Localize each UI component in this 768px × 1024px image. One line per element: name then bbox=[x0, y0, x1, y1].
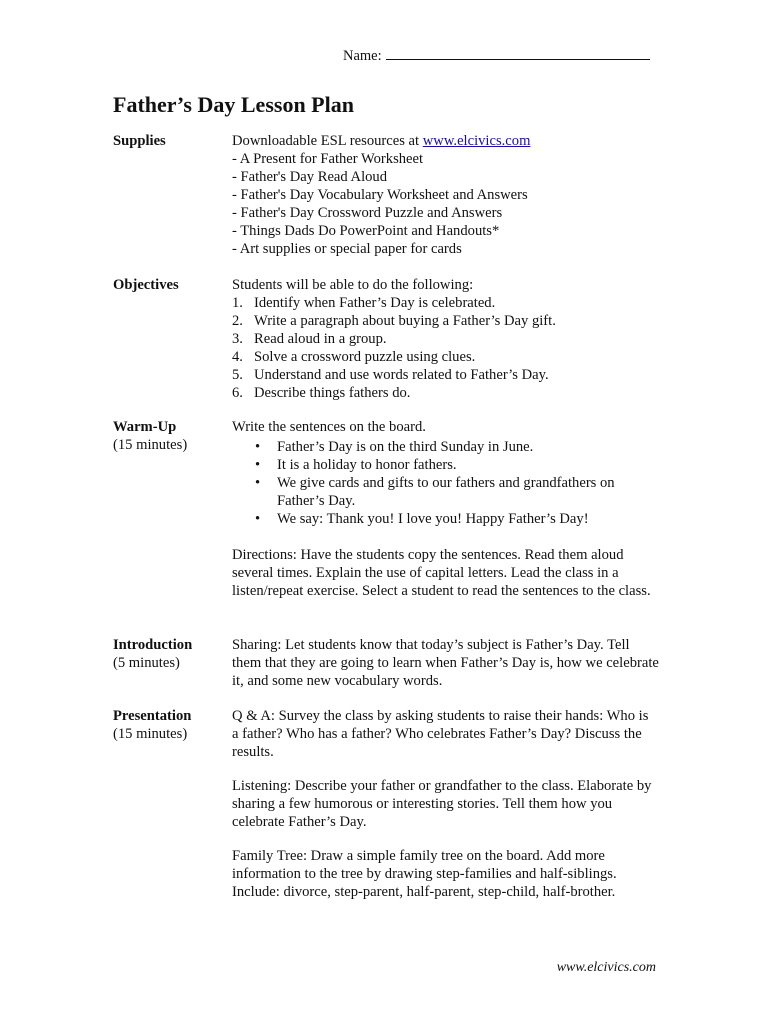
presentation-paragraph: Listening: Describe your father or grandfather to the class. Elaborate by sharing a few humorous or interesting stories. Tell them how you celebrate Father’s Day. bbox=[232, 778, 652, 830]
introduction-text: Sharing: Let students know that today’s subject is Father’s Day. Tell them that they are going to learn when Father’s Day is, how we celebrate it, and some new vocabulary words. bbox=[232, 637, 659, 689]
duration: (15 minutes) bbox=[113, 726, 188, 742]
list-item: 3. Read aloud in a group. bbox=[232, 331, 387, 347]
presentation-paragraph: Q & A: Survey the class by asking students to raise their hands: Who is a father? Who has a father? Who celebrates Father’s Day? Discuss the results. bbox=[232, 708, 649, 760]
section-label: Introduction (5 minutes) bbox=[113, 636, 228, 672]
list-item: - Father's Day Read Aloud bbox=[232, 169, 388, 185]
objectives-content bbox=[232, 276, 662, 402]
list-item: - Things Dads Do PowerPoint and Handouts* bbox=[232, 223, 500, 239]
section-label: Supplies bbox=[113, 133, 166, 149]
section-label: Objectives bbox=[113, 277, 179, 293]
objectives-intro: Students will be able to do the following: bbox=[232, 277, 474, 293]
list-item: - Art supplies or special paper for cards bbox=[232, 241, 462, 257]
name-blank-line[interactable] bbox=[386, 46, 650, 60]
list-item: 6. Describe things fathers do. bbox=[232, 385, 411, 401]
warmup-directions: Directions: Have the students copy the sentences. Read them aloud several times. Explain the use of capital letters. Lead the class in a listen/repeat exercise. Select a student to read the sentences to the class. bbox=[232, 547, 651, 599]
section-introduction bbox=[113, 636, 673, 696]
list-item: • Father’s Day is on the third Sunday in June. bbox=[255, 439, 534, 455]
page-title: Father’s Day Lesson Plan bbox=[113, 92, 354, 117]
introduction-content bbox=[232, 636, 662, 690]
footer-url: www.elcivics.com bbox=[556, 960, 656, 975]
list-item: - Father's Day Vocabulary Worksheet and Answers bbox=[232, 187, 528, 203]
warmup-content bbox=[232, 418, 662, 600]
bullet-icon: • bbox=[255, 457, 261, 473]
list-item: - A Present for Father Worksheet bbox=[232, 151, 424, 167]
supplies-content bbox=[232, 132, 662, 258]
section-label: Presentation (15 minutes) bbox=[113, 707, 228, 743]
presentation-content bbox=[232, 707, 662, 901]
supplies-intro: Downloadable ESL resources at bbox=[232, 133, 423, 149]
list-item: • We say: Thank you! I love you! Happy Father’s Day! bbox=[255, 511, 589, 527]
list-item: 4. Solve a crossword puzzle using clues. bbox=[232, 349, 476, 365]
list-item: 5. Understand and use words related to Father’s Day. bbox=[232, 367, 549, 383]
section-label: Warm-Up (15 minutes) bbox=[113, 418, 228, 454]
bullet-icon: • bbox=[255, 439, 261, 455]
objectives-list bbox=[232, 294, 662, 402]
name-field bbox=[343, 46, 650, 65]
section-presentation bbox=[113, 707, 673, 907]
elcivics-link[interactable]: www.elcivics.com bbox=[422, 133, 531, 149]
list-item: - Father's Day Crossword Puzzle and Answers bbox=[232, 205, 503, 221]
list-item: 1. Identify when Father’s Day is celebrated. bbox=[232, 295, 496, 311]
duration: (5 minutes) bbox=[113, 655, 180, 671]
section-supplies bbox=[113, 132, 673, 258]
duration: (15 minutes) bbox=[113, 437, 188, 453]
list-item: • It is a holiday to honor fathers. bbox=[255, 457, 457, 473]
presentation-paragraph: Family Tree: Draw a simple family tree on the board. Add more information to the tree by drawing step-families and half-siblings. Include: divorce, step-parent, half-parent, step-child, half-brother. bbox=[232, 848, 617, 900]
section-objectives bbox=[113, 276, 673, 402]
bullet-icon: • bbox=[255, 475, 261, 491]
warmup-bullets bbox=[232, 438, 662, 528]
list-item: • We give cards and gifts to our fathers and grandfathers on Father’s Day. bbox=[255, 475, 615, 509]
list-item: 2. Write a paragraph about buying a Father’s Day gift. bbox=[232, 313, 556, 329]
bullet-icon: • bbox=[255, 511, 261, 527]
name-label: Name: bbox=[343, 48, 382, 64]
section-warmup bbox=[113, 418, 673, 618]
warmup-intro: Write the sentences on the board. bbox=[232, 419, 426, 435]
